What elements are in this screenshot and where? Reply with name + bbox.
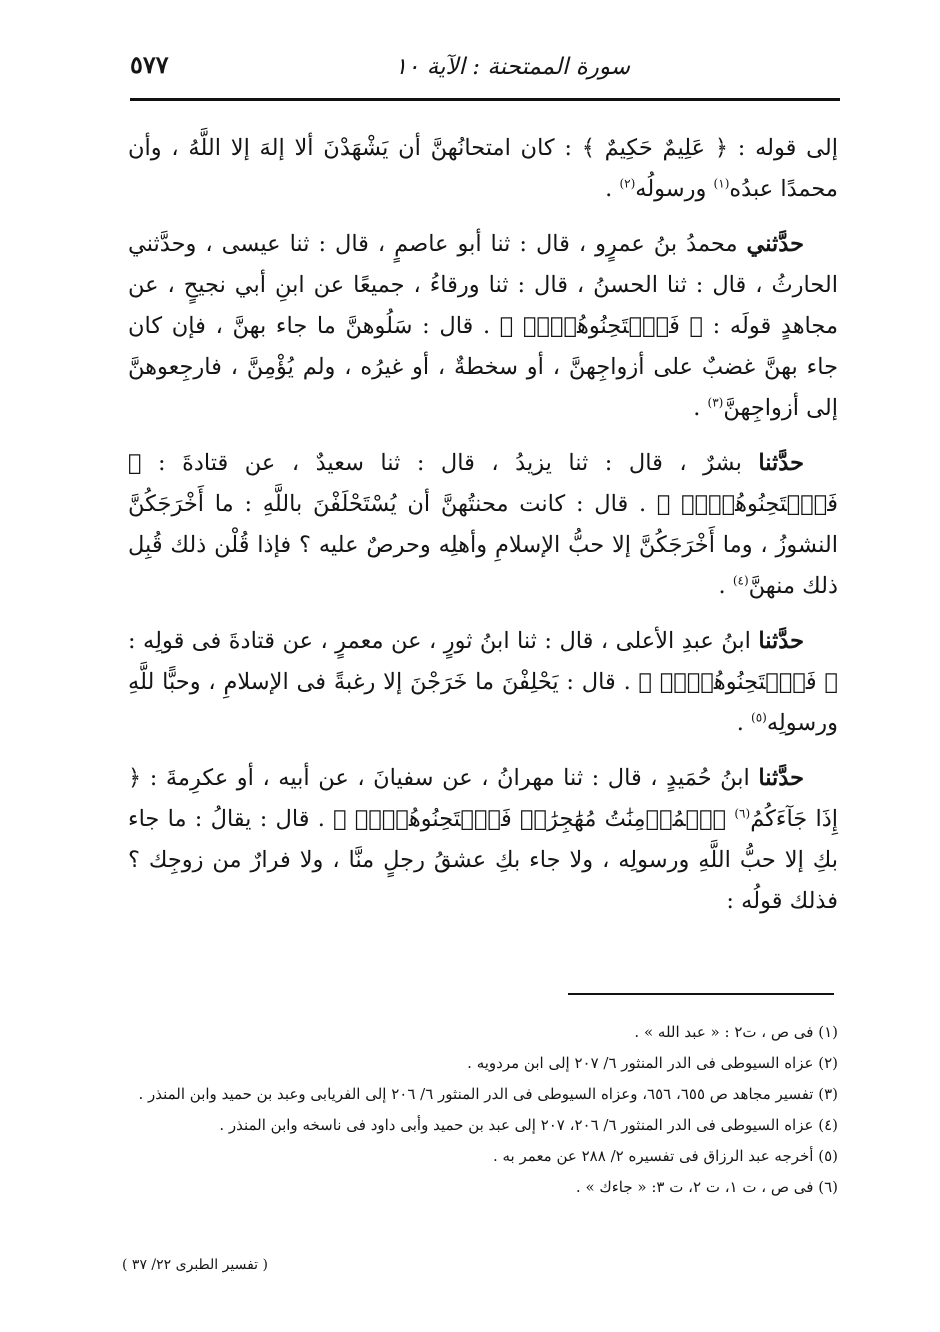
page-header [130, 42, 840, 92]
paragraph-2 [128, 224, 838, 429]
page-title: سورة الممتحنة : الآية ١٠ [394, 54, 630, 80]
paragraph-text: إلى قوله : ﴿ عَلِيمٌ حَكِيمٌ ﴾ : كان امتحانُهنَّ أن يَشْهَدْنَ ألا إلهَ إلا اللَّهُ ، وأن محمدًا عبدُه [128, 135, 838, 202]
footnote-ref-3: (٣) [707, 395, 724, 410]
footnote-divider [568, 993, 834, 995]
footnote-ref-6: (٦) [734, 806, 751, 821]
hadith-lead: حدَّثني [746, 231, 804, 257]
footnote-ref-5: (٥) [751, 710, 767, 725]
paragraph-text: . [718, 573, 733, 599]
footnote-5: (٥) أخرجه عبد الرزاق فى تفسيره ٢/ ٢٨٨ عن معمر به . [492, 1147, 838, 1165]
footnote-3: (٣) تفسير مجاهد ص ٦٥٥، ٦٥٦، وعزاه السيوطى فى الدر المنثور ٦/ ٢٠٦ إلى الفريابى وعبد بن حميد وابن المنذر . [138, 1085, 838, 1103]
paragraph-1 [128, 128, 838, 210]
footnote-4: (٤) عزاه السيوطى فى الدر المنثور ٦/ ٢٠٦، ٢٠٧ إلى عبد بن حميد وأبى داود فى ناسخه وابن المنذر . [219, 1116, 838, 1134]
footnote-ref-4: (٤) [732, 573, 749, 588]
paragraph-text: ٱلۡمُؤۡمِنَٰتُ مُهَٰجِرَٰتٖ فَٱمۡتَحِنُوهُنَّۖ ﴾ . قال : يقالُ : ما جاء بكِ إلا حبُّ اللَّهِ ورسولِه ، ولا جاء بكِ عشقُ رجلٍ منَّا ، ولا فرارٌ من زوجِك ؟ فذلك قولُه : [128, 806, 838, 914]
paragraph-text: ورسولُه [635, 176, 714, 202]
paragraph-3 [128, 443, 838, 607]
footnote-1: (١) فى ص ، ت٢ : « عبد الله » . [634, 1023, 838, 1041]
hadith-lead: حدَّثنا [758, 628, 804, 654]
hadith-lead: حدَّثنا [758, 450, 804, 476]
hadith-lead: حدَّثنا [758, 765, 804, 791]
paragraph-text: . [736, 710, 752, 736]
paragraph-4 [128, 621, 838, 744]
paragraph-text: ابنُ عبدِ الأعلى ، قال : ثنا ابنُ ثورٍ ، عن معمرٍ ، عن قتادةَ فى قولِه : ﴿ فَٱمۡتَحِنُوهُنَّۖ ﴾ . قال : يَحْلِفْنَ ما خَرَجْنَ إلا رغبةً فى الإسلامِ ، وحبًّا للَّهِ ورسولِه [128, 628, 838, 736]
paragraph-text: ابنُ حُمَيدٍ ، قال : ثنا مهرانُ ، عن سفيانَ ، عن أبيه ، أو عكرِمةَ : ﴿ إِذَا جَآءَكُمُ [128, 765, 838, 832]
main-text [128, 128, 838, 936]
page-number: ٥٧٧ [130, 50, 169, 79]
footnote-2: (٢) عزاه السيوطى فى الدر المنثور ٦/ ٢٠٧ إلى ابن مردويه . [467, 1054, 838, 1072]
footnote-ref-1: (١) [713, 176, 730, 191]
paragraph-text: . [605, 176, 620, 202]
paragraph-text: . [693, 395, 708, 421]
paragraph-5 [128, 758, 838, 922]
paragraph-text: بشرٌ ، قال : ثنا يزيدُ ، قال : ثنا سعيدٌ ، عن قتادةَ : ﴿ فَٱمۡتَحِنُوهُنَّۖ ﴾ . قال : كانت محنتُهنَّ أن يُسْتَحْلَفْنَ باللَّهِ : ما أَخْرَجَكُنَّ النشوزُ ، وما أَخْرَجَكُنَّ إلا حبُّ الإسلامِ وأهلِه وحرصٌ عليه ؟ فإذا قُلْن ذلك قُبِل ذلك منهنَّ [128, 450, 838, 599]
header-divider [130, 98, 840, 101]
volume-label: ( تفسير الطبرى ٢٢/ ٣٧ ) [122, 1257, 268, 1273]
footnotes [128, 1018, 838, 1204]
footnote-ref-2: (٢) [619, 176, 636, 191]
paragraph-text: محمدُ بنُ عمرٍو ، قال : ثنا أبو عاصمٍ ، قال : ثنا عيسى ، وحدَّثني الحارثُ ، قال : ثنا الحسنُ ، قال : ثنا ورقاءُ ، جميعًا عن ابنِ أبي نجيحٍ ، عن مجاهدٍ قولَه : ﴿ فَٱمۡتَحِنُوهُنَّۖ ﴾ . قال : سَلُوهنَّ ما جاء بهنَّ ، فإن كان جاء بهنَّ غضبٌ على أزواجِهنَّ ، أو سخطةٌ ، أو غيرُه ، ولم يُؤْمِنَّ ، فارجِعوهنَّ إلى أزواجِهنَّ [128, 231, 838, 421]
footnote-6: (٦) فى ص ، ت ١، ت ٢، ت ٣: « جاءك » . [575, 1178, 838, 1196]
